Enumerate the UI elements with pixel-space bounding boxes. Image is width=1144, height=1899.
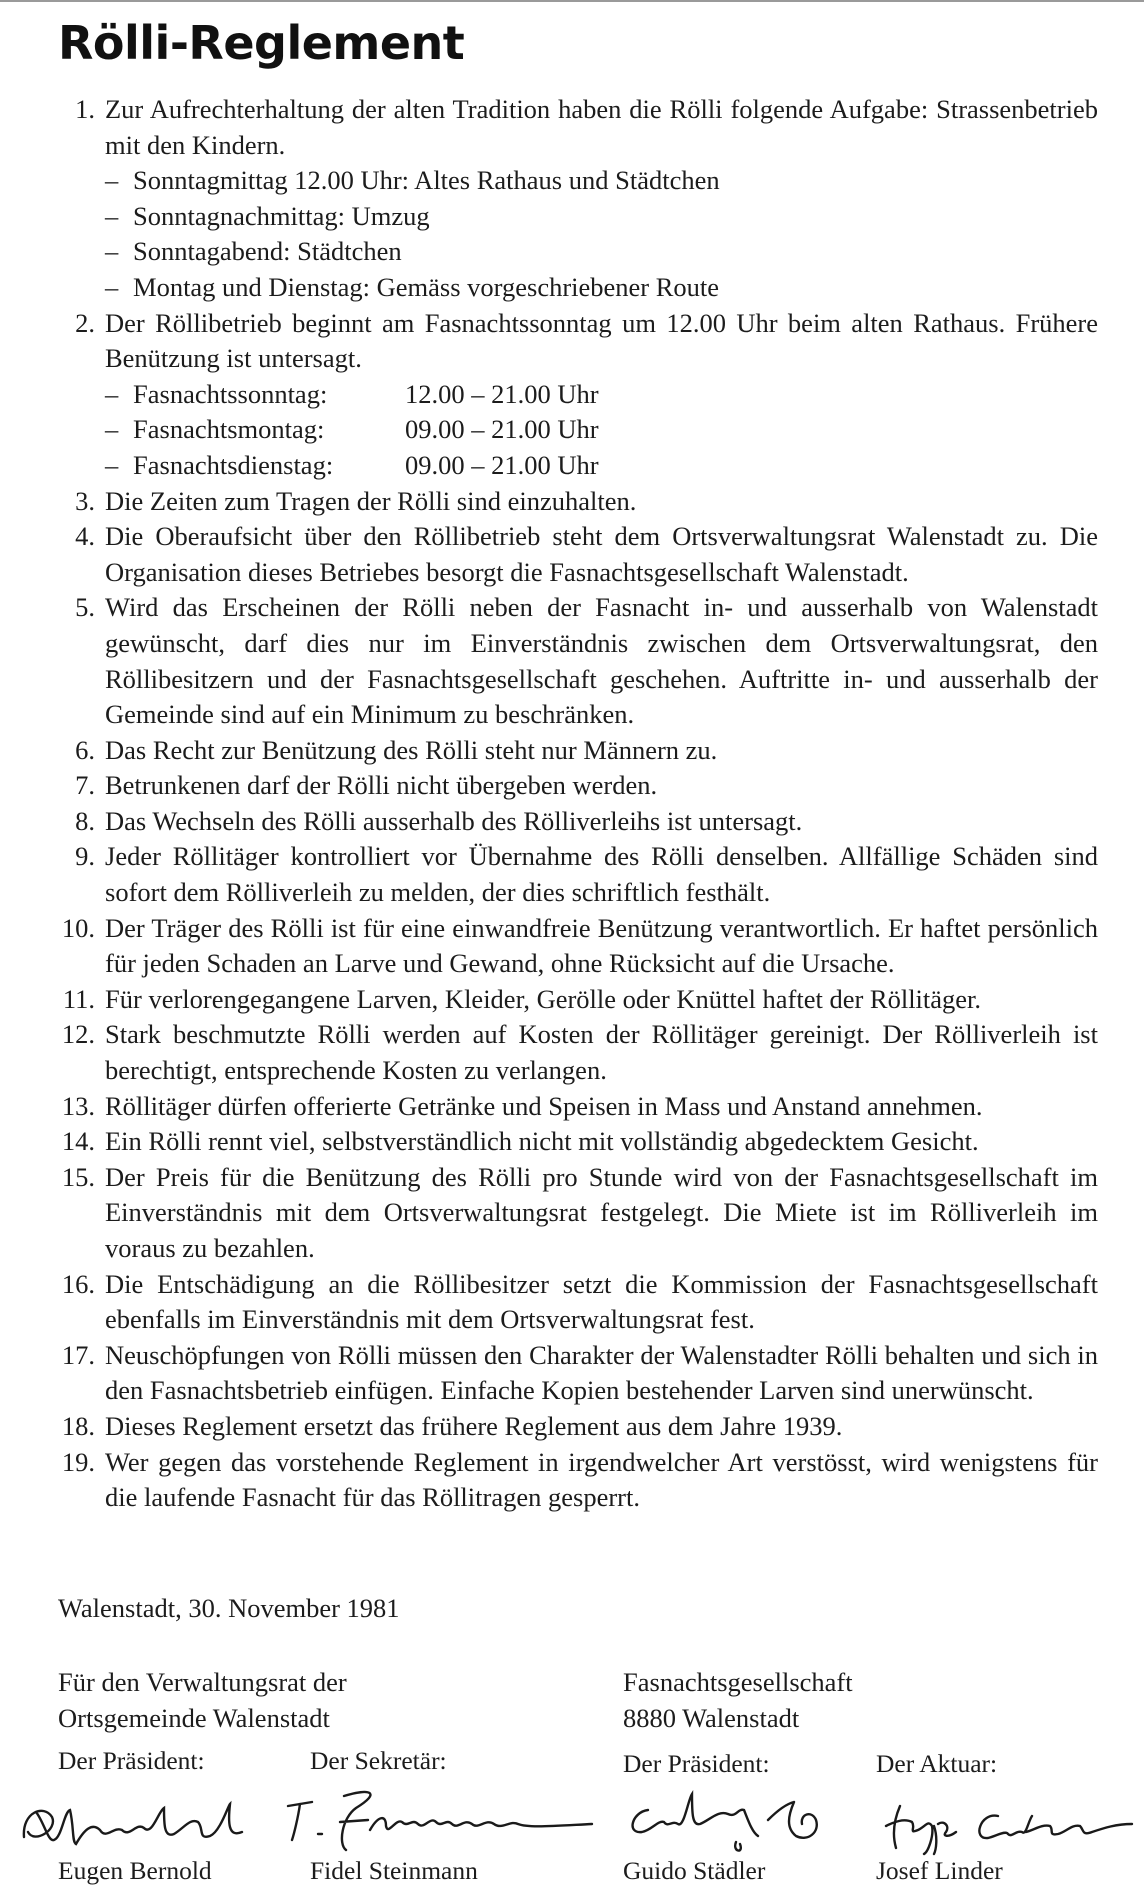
rule-text: Wird das Erscheinen der Rölli neben der Fasnacht in- und ausserhalb von Walenstadt gewünscht, darf dies nur im Einverständnis zwischen dem Ortsverwaltungsrat, den Röllibesitzern und der Fasnachtsgesellschaft geschehen. Auftritte in- und ausserhalb der Gemeinde sind auf ein Minimum zu beschränken.	[105, 592, 1098, 730]
rule-item	[58, 804, 1098, 840]
left-organization-line2: Ortsgemeinde Walenstadt	[58, 1703, 330, 1733]
right-organization	[623, 1664, 853, 1736]
rule-number: 17.	[61, 1339, 95, 1370]
subitem-time: 09.00 – 21.00 Uhr	[405, 449, 599, 480]
subitem-label: Sonntagnachmittag: Umzug	[133, 200, 430, 231]
rule-text: Zur Aufrechterhaltung der alten Tradition haben die Rölli folgende Aufgabe: Strassenbetrieb mit den Kindern.	[105, 94, 1098, 160]
rule-item	[58, 1124, 1098, 1160]
rule-text: Stark beschmutzte Rölli werden auf Kosten der Röllitäger gereinigt. Der Rölliverleih ist berechtigt, entsprechende Kosten zu verlangen.	[105, 1019, 1098, 1086]
subitem-dash: –	[105, 378, 119, 409]
rule-number: 18.	[61, 1410, 95, 1441]
subitem-label: Montag und Dienstag: Gemäss vorgeschriebener Route	[133, 271, 720, 302]
right-organization-line1: Fasnachtsgesellschaft	[623, 1667, 853, 1697]
rule-text: Der Träger des Rölli ist für eine einwandfreie Benützung verantwortlich. Er haftet persönlich für jeden Schaden an Larve und Gewand, ohne Rücksicht auf die Ursache.	[105, 912, 1098, 979]
rule-item	[58, 1267, 1098, 1338]
rule-item	[58, 306, 1098, 484]
rule-text: Wer gegen das vorstehende Reglement in irgendwelcher Art verstösst, wird wenigstens für die laufende Fasnacht für das Röllitragen gesperrt.	[105, 1446, 1098, 1513]
rule-number: 7.	[75, 770, 95, 801]
subitem-time: 12.00 – 21.00 Uhr	[405, 378, 599, 409]
rule-item	[58, 733, 1098, 769]
subitem-dash: –	[105, 449, 119, 480]
rule-subitem	[105, 163, 1098, 199]
rule-number: 5.	[75, 592, 95, 623]
top-border-line	[0, 0, 1144, 2]
rule-item	[58, 1338, 1098, 1409]
document-title: Rölli-Reglement	[58, 16, 465, 70]
rule-subitem	[105, 448, 1098, 484]
rule-item	[58, 1409, 1098, 1445]
rule-text: Der Preis für die Benützung des Rölli pro Stunde wird von der Fasnachtsgesellschaft im Einverständnis mit dem Ortsverwaltungsrat festgelegt. Die Miete ist im Rölliverleih im voraus zu bezahlen.	[105, 1161, 1098, 1263]
signatory-name-1: Eugen Bernold	[58, 1856, 212, 1885]
rule-number: 15.	[61, 1161, 95, 1192]
right-organization-line2: 8880 Walenstadt	[623, 1703, 800, 1733]
subitem-dash: –	[105, 271, 119, 302]
signature-bernold	[14, 1782, 264, 1862]
rule-number: 2.	[75, 307, 95, 338]
subitem-label: Sonntagabend: Städtchen	[133, 236, 402, 267]
rule-number: 4.	[75, 521, 95, 552]
rule-text: Für verlorengegangene Larven, Kleider, Gerölle oder Knüttel haftet der Röllitäger.	[105, 983, 982, 1014]
rule-text: Betrunkenen darf der Rölli nicht übergeben werden.	[105, 770, 658, 801]
signature-steinmann	[282, 1778, 602, 1858]
signatory-name-2: Fidel Steinmann	[310, 1856, 478, 1885]
rule-number: 1.	[75, 94, 95, 124]
rule-subitem	[105, 199, 1098, 235]
signature-linder	[876, 1782, 1138, 1862]
rule-text: Die Oberaufsicht über den Röllibetrieb steht dem Ortsverwaltungsrat Walenstadt zu. Die Organisation dieses Betriebes besorgt die Fasnachtsgesellschaft Walenstadt.	[105, 521, 1098, 587]
subitem-label: Fasnachtssonntag:	[133, 378, 328, 409]
left-organization	[58, 1664, 347, 1736]
signatory-role-1: Der Präsident:	[58, 1746, 205, 1775]
subitem-label: Sonntagmittag 12.00 Uhr: Altes Rathaus und Städtchen	[133, 165, 720, 196]
rule-subitem	[105, 412, 1098, 448]
subitem-dash: –	[105, 200, 119, 231]
rule-text: Die Zeiten zum Tragen der Rölli sind einzuhalten.	[105, 485, 637, 516]
rule-text: Die Entschädigung an die Röllibesitzer setzt die Kommission der Fasnachtsgesellschaft ebenfalls im Einverständnis mit dem Ortsverwaltungsrat fest.	[105, 1268, 1098, 1335]
rule-item	[58, 911, 1098, 982]
rule-number: 6.	[75, 734, 95, 765]
signatory-role-3: Der Präsident:	[623, 1749, 770, 1778]
signatory-role-4: Der Aktuar:	[876, 1749, 998, 1778]
rule-item	[58, 1089, 1098, 1125]
rule-text: Dieses Reglement ersetzt das frühere Reglement aus dem Jahre 1939.	[105, 1410, 843, 1441]
signatory-role-2: Der Sekretär:	[310, 1746, 447, 1775]
rule-text: Das Recht zur Benützung des Rölli steht nur Männern zu.	[105, 734, 718, 765]
subitem-label: Fasnachtsmontag:	[133, 414, 325, 445]
rule-text: Das Wechseln des Rölli ausserhalb des Rölliverleihs ist untersagt.	[105, 805, 803, 836]
rule-number: 14.	[61, 1126, 95, 1157]
subitem-dash: –	[105, 165, 119, 196]
rule-text: Röllitäger dürfen offerierte Getränke und Speisen in Mass und Anstand annehmen.	[105, 1090, 983, 1121]
rule-item	[58, 1160, 1098, 1267]
rule-item	[58, 519, 1098, 590]
rule-item	[58, 1017, 1098, 1088]
signatory-name-3: Guido Städler	[623, 1856, 766, 1885]
rule-text: Ein Rölli rennt viel, selbstverständlich nicht mit vollständig abgedecktem Gesicht.	[105, 1126, 979, 1157]
rule-item	[58, 1445, 1098, 1516]
rule-item	[58, 768, 1098, 804]
rule-number: 12.	[61, 1019, 95, 1050]
rule-text: Jeder Röllitäger kontrolliert vor Übernahme des Rölli denselben. Allfällige Schäden sind sofort dem Rölliverleih zu melden, der dies schriftlich festhält.	[105, 841, 1098, 908]
rule-number: 13.	[61, 1090, 95, 1121]
rule-item	[58, 839, 1098, 910]
rule-number: 3.	[75, 485, 95, 516]
rule-item	[58, 590, 1098, 732]
subitem-dash: –	[105, 414, 119, 445]
rule-number: 19.	[61, 1446, 95, 1477]
rule-number: 9.	[75, 841, 95, 872]
rule-item	[58, 484, 1098, 520]
place-date: Walenstadt, 30. November 1981	[58, 1593, 400, 1623]
rule-text: Der Röllibetrieb beginnt am Fasnachtssonntag um 12.00 Uhr beim alten Rathaus. Frühere Benützung ist untersagt.	[105, 307, 1098, 374]
left-organization-line1: Für den Verwaltungsrat der	[58, 1667, 347, 1697]
rule-text: Neuschöpfungen von Rölli müssen den Charakter der Walenstadter Rölli behalten und sich in den Fasnachtsbetrieb einfügen. Einfache Kopien bestehender Larven sind unerwünscht.	[105, 1339, 1098, 1406]
rule-number: 11.	[62, 983, 95, 1014]
signature-staedler	[618, 1780, 858, 1860]
rule-number: 8.	[75, 805, 95, 836]
signatory-name-4: Josef Linder	[876, 1856, 1003, 1885]
subitem-dash: –	[105, 236, 119, 267]
rules-list	[58, 92, 1098, 1516]
rule-item	[58, 92, 1098, 306]
rule-item	[58, 982, 1098, 1018]
rule-subitem	[105, 270, 1098, 306]
subitem-label: Fasnachtsdienstag:	[133, 449, 334, 480]
subitem-time: 09.00 – 21.00 Uhr	[405, 414, 599, 445]
rule-subitem	[105, 234, 1098, 270]
rule-subitem	[105, 377, 1098, 413]
rule-number: 10.	[61, 912, 95, 943]
rule-number: 16.	[61, 1268, 95, 1299]
